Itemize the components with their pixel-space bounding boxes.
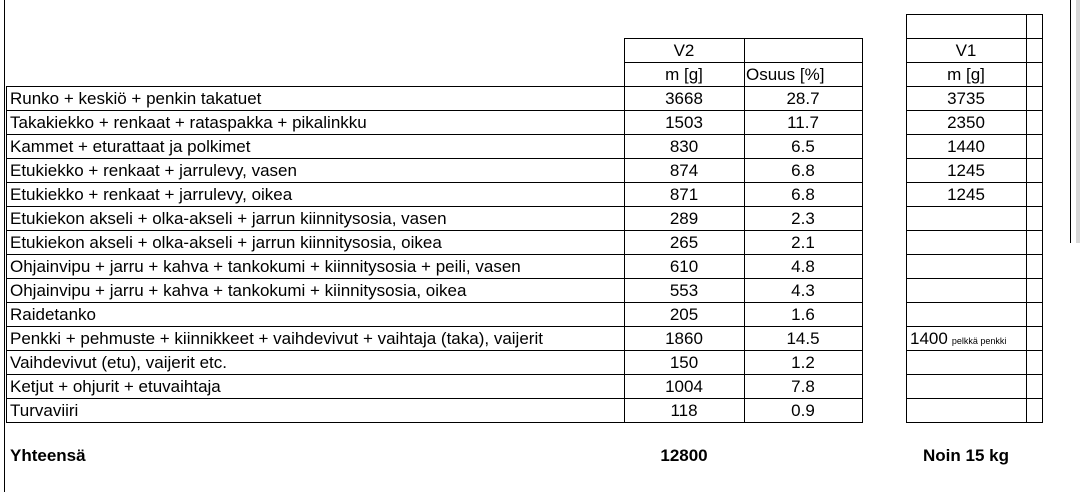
row-divider-right bbox=[906, 374, 1042, 375]
row-share: 1.6 bbox=[791, 305, 815, 324]
row-divider-left bbox=[6, 422, 862, 423]
v2-total: 12800 bbox=[660, 446, 708, 465]
row-v2-mass: 205 bbox=[669, 305, 699, 324]
page-left-border bbox=[4, 0, 5, 492]
row-share: 14.5 bbox=[786, 329, 820, 348]
row-v2-mass: 3668 bbox=[665, 89, 703, 108]
row-part-name: Penkki + pehmuste + kiinnikkeet + vaihdevivut + vaihtaja (taka), vaijerit bbox=[10, 329, 543, 348]
page-right-shadow bbox=[1076, 0, 1080, 243]
row-part-name: Etukiekko + renkaat + jarrulevy, oikea bbox=[10, 185, 293, 204]
row-v1-mass: 1245 bbox=[947, 161, 985, 180]
v1-total: Noin 15 kg bbox=[923, 446, 1009, 465]
row-v2-mass: 553 bbox=[669, 281, 699, 300]
row-share: 6.8 bbox=[791, 161, 815, 180]
row-part-name: Turvaviiri bbox=[10, 401, 79, 420]
row-share: 1.2 bbox=[791, 353, 815, 372]
row-part-name: Raidetanko bbox=[10, 305, 97, 324]
row-part-name: Etukiekon akseli + olka-akseli + jarrun kiinnitysosia, oikea bbox=[10, 233, 442, 252]
row-share: 11.7 bbox=[787, 113, 819, 132]
row-v2-mass: 150 bbox=[669, 353, 699, 372]
row-share: 2.1 bbox=[791, 233, 815, 252]
row-divider-right bbox=[906, 206, 1042, 207]
row-v1-mass: 1440 bbox=[947, 137, 985, 156]
row-v1-note: pelkkä penkki bbox=[951, 336, 1007, 346]
row-share: 7.8 bbox=[791, 377, 815, 396]
row-part-name: Runko + keskiö + penkin takatuet bbox=[10, 89, 262, 108]
row-v1-mass: 3735 bbox=[947, 89, 985, 108]
row-share: 4.8 bbox=[791, 257, 815, 276]
row-divider-right bbox=[906, 278, 1042, 279]
row-share: 6.5 bbox=[791, 137, 815, 156]
row-part-name: Kammet + eturattaat ja polkimet bbox=[10, 137, 251, 156]
row-share: 2.3 bbox=[791, 209, 815, 228]
row-v2-mass: 610 bbox=[669, 257, 699, 276]
row-v1-mass: 1400 bbox=[910, 329, 948, 348]
row-v2-mass: 1860 bbox=[665, 329, 703, 348]
row-part-name: Takakiekko + renkaat + rataspakka + pikalinkku bbox=[10, 113, 367, 132]
row-share: 6.8 bbox=[791, 185, 815, 204]
row-v2-mass: 118 bbox=[670, 401, 698, 420]
row-part-name: Etukiekon akseli + olka-akseli + jarrun kiinnitysosia, vasen bbox=[10, 209, 447, 228]
total-label: Yhteensä bbox=[10, 446, 86, 465]
row-share: 28.7 bbox=[786, 89, 820, 108]
v1-top-box-line bbox=[906, 14, 1042, 15]
row-v2-mass: 830 bbox=[669, 137, 699, 156]
row-part-name: Vaihdevivut (etu), vaijerit etc. bbox=[10, 353, 227, 372]
row-v1-mass: 1245 bbox=[947, 185, 985, 204]
row-v2-mass: 1503 bbox=[665, 113, 703, 132]
row-part-name: Ohjainvipu + jarru + kahva + tankokumi + kiinnitysosia + peili, vasen bbox=[10, 257, 521, 276]
row-v2-mass: 289 bbox=[669, 209, 699, 228]
row-share: 0.9 bbox=[791, 401, 815, 420]
row-v1-with-note bbox=[910, 327, 1040, 353]
row-v2-mass: 874 bbox=[669, 161, 699, 180]
share-header: Osuus [%] bbox=[746, 65, 825, 84]
row-v2-mass: 871 bbox=[669, 185, 699, 204]
v2-unit-header: m [g] bbox=[665, 65, 703, 84]
page-right-border bbox=[1070, 0, 1071, 243]
row-divider-right bbox=[906, 398, 1042, 399]
row-divider-right bbox=[906, 254, 1042, 255]
row-share: 4.3 bbox=[791, 281, 815, 300]
row-part-name: Etukiekko + renkaat + jarrulevy, vasen bbox=[10, 161, 297, 180]
col-line-v1-left bbox=[906, 14, 907, 423]
v2-header-label: V2 bbox=[673, 41, 695, 60]
row-v1-mass: 2350 bbox=[947, 113, 985, 132]
row-v2-mass: 265 bbox=[669, 233, 699, 252]
col-line-extra-right bbox=[1042, 14, 1043, 423]
row-divider-right bbox=[906, 302, 1042, 303]
col-line-name-left bbox=[6, 86, 7, 423]
col-line-share-right bbox=[862, 38, 863, 423]
row-divider-right bbox=[906, 230, 1042, 231]
row-part-name: Ohjainvipu + jarru + kahva + tankokumi + kiinnitysosia, oikea bbox=[10, 281, 467, 300]
row-part-name: Ketjut + ohjurit + etuvaihtaja bbox=[10, 377, 221, 396]
row-v2-mass: 1004 bbox=[665, 377, 703, 396]
row-divider-right bbox=[906, 422, 1042, 423]
col-line-v1-right bbox=[1026, 14, 1027, 423]
v1-header-label: V1 bbox=[955, 41, 977, 60]
v1-unit-header: m [g] bbox=[947, 65, 985, 84]
